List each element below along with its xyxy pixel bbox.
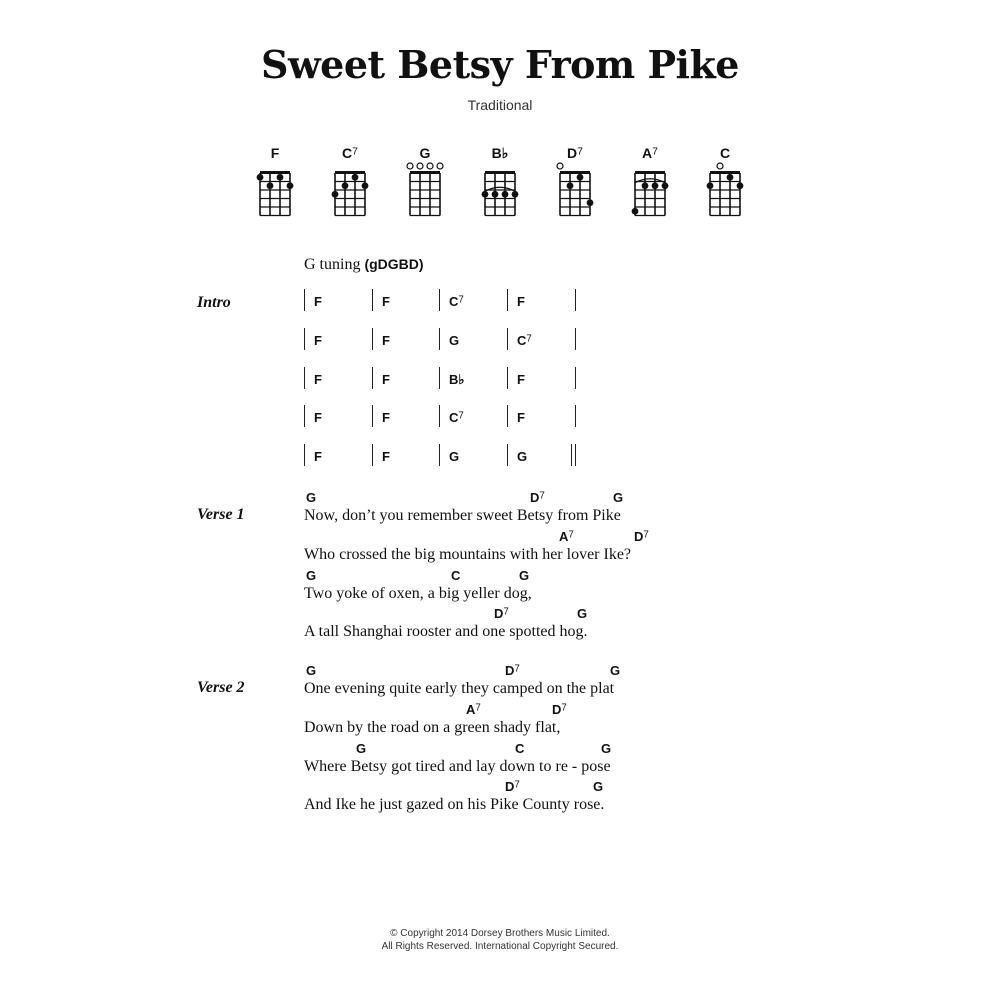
bar-chord: G [517, 449, 528, 464]
barline [304, 444, 305, 466]
barline [507, 405, 508, 427]
chord-mark: $D^7$ [505, 663, 520, 678]
tuning-strings: (gDGBD) [364, 256, 424, 272]
bar-chord: F [314, 410, 322, 425]
chord-mark: C [451, 568, 461, 583]
barline [304, 289, 305, 311]
lyric-line [304, 529, 824, 567]
copyright-notice [0, 927, 1000, 953]
intro-bar-row [304, 289, 604, 313]
intro-bar-row [304, 405, 604, 429]
chord-name: $D^7$ [567, 145, 583, 161]
chord-name: B♭ [491, 145, 509, 161]
barline [507, 328, 508, 350]
chord-box [620, 145, 680, 225]
song-subtitle: Traditional [467, 97, 533, 113]
bar-chord: $C^7$ [449, 294, 464, 309]
bar-chord: F [382, 294, 390, 309]
barline [372, 444, 373, 466]
barline [439, 367, 440, 389]
chord-bflat-diagram-icon [470, 161, 530, 221]
chord-name: F [270, 145, 280, 161]
chord-mark: G [306, 663, 317, 678]
chord-name: G [419, 145, 431, 161]
bar-chord: F [517, 410, 525, 425]
barline [507, 367, 508, 389]
barline [575, 444, 576, 466]
intro-bar-row [304, 367, 604, 391]
barline [507, 444, 508, 466]
lyric-text: And Ike he just gazed on his Pike County rose. [304, 796, 605, 813]
chord-a7-diagram-icon [620, 161, 680, 221]
lyric-text: A tall Shanghai rooster and one spotted hog. [304, 623, 588, 640]
lyric-line [304, 779, 824, 817]
barline [439, 444, 440, 466]
chord-name: $C^7$ [342, 145, 358, 161]
bar-chord: F [382, 372, 390, 387]
lyric-text: Down by the road on a green shady flat, [304, 719, 561, 736]
bar-chord: F [382, 410, 390, 425]
chord-mark: G [613, 490, 624, 505]
bar-chord: F [517, 294, 525, 309]
intro-bar-row [304, 444, 604, 468]
copyright-line-1: © Copyright 2014 Dorsey Brothers Music Limited. [390, 928, 610, 939]
bar-chord: $C^7$ [449, 410, 464, 425]
chord-row [304, 529, 824, 545]
chord-row [304, 741, 824, 757]
bar-chord: F [314, 449, 322, 464]
barline [372, 405, 373, 427]
chord-mark: $D^7$ [505, 779, 520, 794]
lyric-line [304, 702, 824, 740]
chord-row [304, 779, 824, 795]
barline [575, 289, 576, 311]
chord-g-diagram-icon [395, 161, 455, 221]
copyright-line-2: All Rights Reserved. International Copyright Secured. [381, 941, 619, 952]
chord-box [245, 145, 305, 225]
bar-chord: B♭ [449, 372, 465, 387]
chord-d7-diagram-icon [545, 161, 605, 221]
bar-chord: G [449, 449, 460, 464]
chord-mark: G [356, 741, 367, 756]
chord-mark: $D^7$ [552, 702, 567, 717]
barline [372, 328, 373, 350]
chord-mark: G [593, 779, 604, 794]
barline [372, 289, 373, 311]
bar-chord: F [314, 294, 322, 309]
chord-mark: G [601, 741, 612, 756]
intro-bar-row [304, 328, 604, 352]
chord-name: $A^7$ [642, 145, 658, 161]
lyric-line [304, 741, 824, 779]
chord-mark: C [515, 741, 525, 756]
bar-chord: F [314, 372, 322, 387]
bar-chord: F [382, 333, 390, 348]
barline [304, 328, 305, 350]
chord-box [320, 145, 380, 225]
lyric-text: One evening quite early they camped on the plat [304, 680, 615, 697]
verse-1-label: Verse 1 [197, 506, 245, 523]
chord-box [470, 145, 530, 225]
chord-mark: G [306, 490, 317, 505]
chord-mark: G [306, 568, 317, 583]
barline [507, 289, 508, 311]
chord-row [304, 663, 824, 679]
chord-mark: $A^7$ [559, 529, 574, 544]
chord-mark: $D^7$ [634, 529, 649, 544]
bar-chord: F [517, 372, 525, 387]
barline [575, 405, 576, 427]
chord-box [395, 145, 455, 225]
bar-chord: $C^7$ [517, 333, 532, 348]
barline [575, 367, 576, 389]
chord-mark: G [519, 568, 530, 583]
barline [304, 367, 305, 389]
bar-chord: G [449, 333, 460, 348]
chord-mark: G [577, 606, 588, 621]
final-barline [571, 444, 572, 466]
barline [372, 367, 373, 389]
chord-name: C [719, 145, 731, 161]
bar-chord: F [314, 333, 322, 348]
verse-2-label: Verse 2 [197, 679, 245, 696]
barline [439, 289, 440, 311]
chord-row [304, 606, 824, 622]
bar-chord: F [382, 449, 390, 464]
chord-c-diagram-icon [695, 161, 755, 221]
chord-mark: G [610, 663, 621, 678]
chord-row [304, 490, 824, 506]
lyric-line [304, 606, 824, 644]
lyric-line [304, 490, 824, 528]
intro-label: Intro [197, 294, 231, 311]
lyric-text: Two yoke of oxen, a big yeller dog, [304, 585, 532, 602]
lyric-text: Who crossed the big mountains with her lover Ike? [304, 546, 632, 563]
barline [439, 405, 440, 427]
lyric-text: Where Betsy got tired and lay down to re - pose [304, 758, 611, 775]
chord-row [304, 568, 824, 584]
chord-mark: $D^7$ [494, 606, 509, 621]
chord-mark: $A^7$ [466, 702, 481, 717]
chord-mark: $D^7$ [530, 490, 545, 505]
barline [304, 405, 305, 427]
song-title: Sweet Betsy From Pike [261, 42, 739, 87]
barline [439, 328, 440, 350]
chord-f-diagram-icon [245, 161, 305, 221]
lyric-line [304, 568, 824, 606]
barline [575, 328, 576, 350]
chord-row [304, 702, 824, 718]
tuning-text: G tuning [304, 256, 365, 273]
lyric-line [304, 663, 824, 701]
chord-diagram-row [0, 0, 1000, 230]
tuning-note [304, 256, 424, 274]
chord-box [545, 145, 605, 225]
chord-box [695, 145, 755, 225]
chord-c7-diagram-icon [320, 161, 380, 221]
lyric-text: Now, don’t you remember sweet Betsy from Pike [304, 507, 621, 524]
